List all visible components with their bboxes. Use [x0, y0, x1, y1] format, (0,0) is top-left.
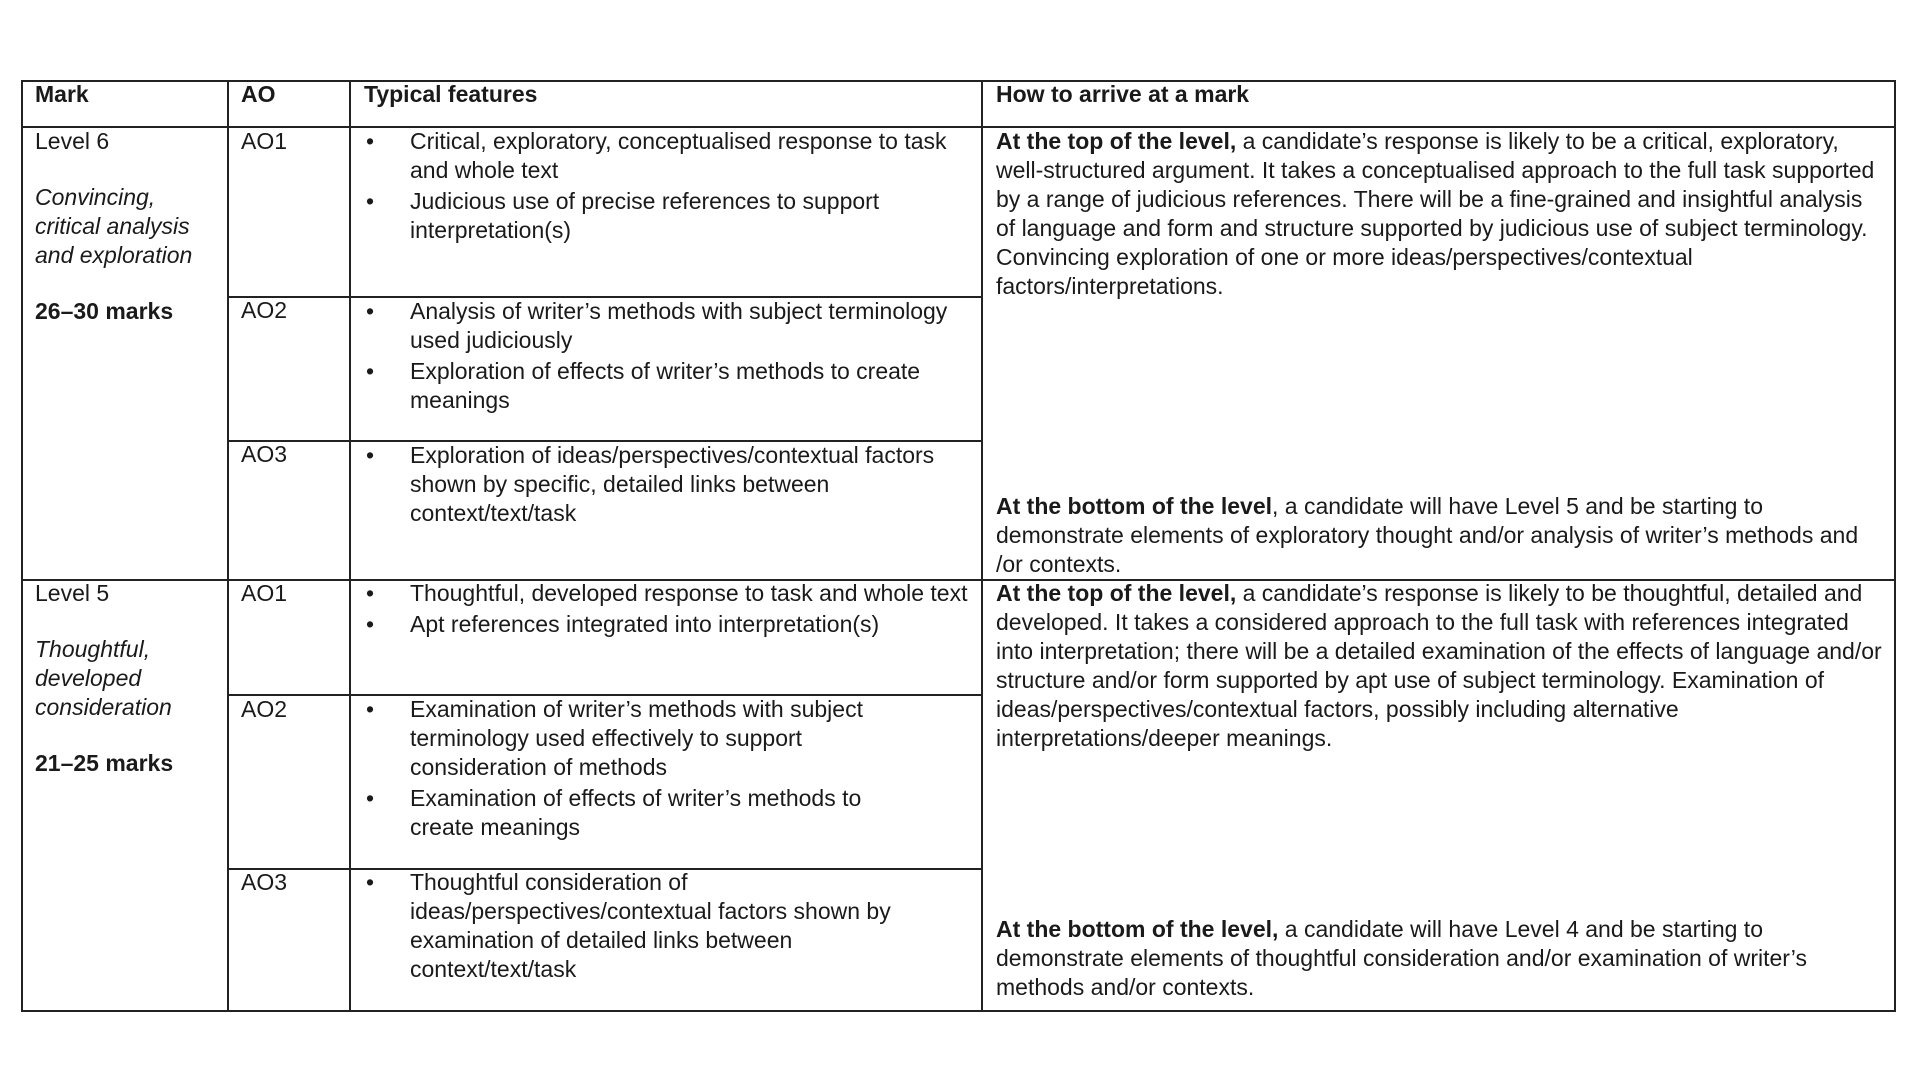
top-of-level-lead: At the top of the level,	[996, 128, 1237, 154]
bottom-of-level-lead: At the bottom of the level	[996, 493, 1272, 519]
table-border-right	[1894, 80, 1896, 1012]
header-ao: AO	[241, 81, 276, 107]
ao-label: AO1	[241, 128, 288, 154]
feature-item: • Exploration of ideas/perspectives/contextual factors shown by specific, detailed links between context/text/task	[352, 441, 952, 528]
bottom-of-level-lead: At the bottom of the level,	[996, 916, 1279, 942]
feature-item: • Analysis of writer’s methods with subject terminology used judiciously	[352, 297, 967, 355]
ao-label: AO3	[241, 869, 288, 895]
feature-item: • Apt references integrated into interpretation(s)	[352, 610, 977, 639]
level-5-mark-cell	[35, 579, 215, 778]
feature-item: • Examination of writer’s methods with subject terminology used effectively to support consideration of methods	[352, 695, 912, 782]
level-descriptor: Thoughtful, developed consideration	[35, 636, 172, 720]
feature-item: • Thoughtful consideration of ideas/perspectives/contextual factors shown by examination of detailed links between context/text/task	[352, 868, 942, 984]
feature-item: • Examination of effects of writer’s methods to create meanings	[352, 784, 912, 842]
column-divider	[349, 80, 351, 1012]
top-of-level-text	[996, 579, 1886, 753]
table-border-left	[21, 80, 23, 1012]
table-border-bottom	[21, 1010, 1896, 1012]
feature-item: • Judicious use of precise references to support interpretation(s)	[352, 187, 967, 245]
table-border-top	[21, 80, 1896, 82]
top-of-level-lead: At the top of the level,	[996, 580, 1237, 606]
header-typical-features: Typical features	[364, 81, 538, 107]
feature-list	[352, 441, 952, 528]
bottom-of-level-text	[996, 492, 1886, 579]
ao-label: AO2	[241, 696, 288, 722]
column-divider	[227, 80, 229, 1012]
level-6-mark-cell	[35, 127, 215, 326]
level-label: Level 6	[35, 128, 110, 154]
feature-item: • Critical, exploratory, conceptualised response to task and whole text	[352, 127, 967, 185]
top-of-level-body: a candidate’s response is likely to be a critical, exploratory, well-structured argument. It takes a conceptualised approach to the full task supported by a range of judicious references. There will be a fine-grained and insightful analysis of language and form and structure supported by judicious use of subject terminology. Convincing exploration of one or more ideas/perspectives/contextual factors/interpretations.	[996, 128, 1875, 299]
header-how-to-arrive: How to arrive at a mark	[996, 81, 1250, 107]
feature-list	[352, 127, 967, 245]
feature-item: • Exploration of effects of writer’s methods to create meanings	[352, 357, 967, 415]
feature-list	[352, 579, 977, 639]
feature-list	[352, 695, 912, 842]
marks-range: 26–30 marks	[35, 298, 174, 324]
bottom-of-level-text	[996, 915, 1886, 1002]
bottom-of-level-body: a candidate will have Level 4 and be starting to demonstrate elements of thoughtful consideration and/or examination of writer’s methods and/or contexts.	[996, 916, 1807, 1000]
marks-range: 21–25 marks	[35, 750, 174, 776]
feature-list	[352, 868, 942, 984]
top-of-level-body: a candidate’s response is likely to be thoughtful, detailed and developed. It takes a considered approach to the full task with references integrated into interpretation; there will be a detailed examination of the effects of language and/or structure and/or form supported by apt use of subject terminology. Examination of ideas/perspectives/contextual factors, possibly including alternative interpretations/deeper meanings.	[996, 580, 1882, 751]
feature-list	[352, 297, 967, 415]
column-divider	[981, 80, 983, 1012]
ao-label: AO1	[241, 580, 288, 606]
level-descriptor: Convincing, critical analysis and exploration	[35, 184, 193, 268]
bottom-of-level-body: , a candidate will have Level 5 and be starting to demonstrate elements of exploratory thought and/or analysis of writer’s methods and /or contexts.	[996, 493, 1859, 577]
ao-label: AO2	[241, 297, 288, 323]
top-of-level-text	[996, 127, 1886, 301]
ao-label: AO3	[241, 441, 288, 467]
header-mark: Mark	[35, 81, 89, 107]
level-label: Level 5	[35, 580, 110, 606]
feature-item: • Thoughtful, developed response to task and whole text	[352, 579, 977, 608]
